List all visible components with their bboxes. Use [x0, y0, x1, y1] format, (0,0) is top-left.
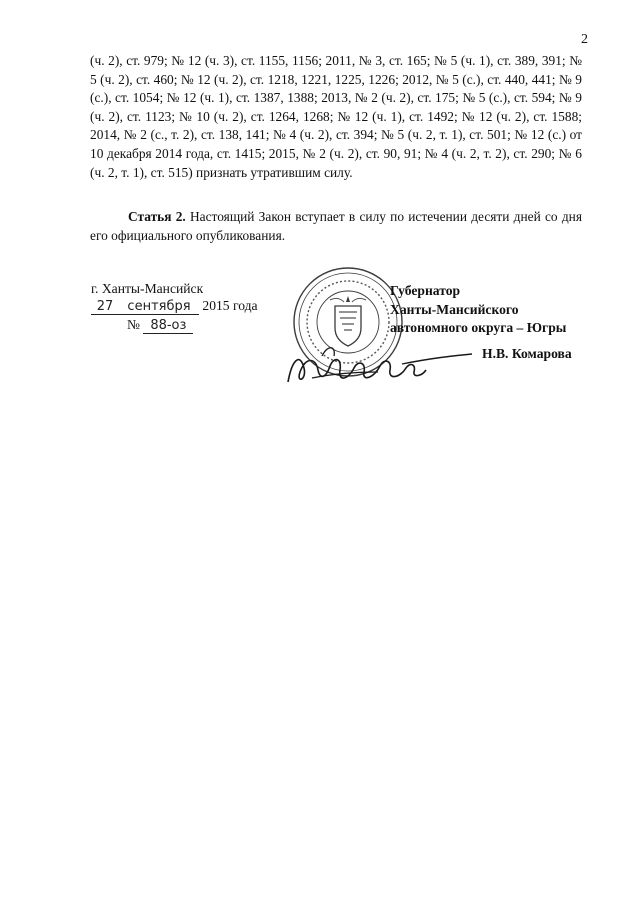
number-value: 88-оз: [143, 318, 193, 334]
signing-date: [91, 298, 258, 315]
governor-name: Н.В. Комарова: [482, 346, 572, 361]
governor-title-line-2: Ханты-Мансийского: [390, 301, 519, 317]
date-year: 2015 года: [202, 298, 258, 313]
date-day: 27: [91, 299, 119, 315]
page-number: 2: [581, 32, 588, 47]
date-month: сентября: [119, 299, 199, 315]
left-scan-edge: [0, 0, 6, 905]
law-number: [127, 317, 193, 334]
number-label: №: [127, 317, 140, 332]
signing-place: г. Ханты-Мансийск: [91, 281, 204, 296]
governor-signature-icon: [282, 338, 478, 392]
governor-title-line-1: Губернатор: [390, 283, 461, 298]
article-2-paragraph: [90, 208, 582, 245]
governor-title: [390, 282, 566, 338]
article-heading: Статья 2.: [128, 209, 186, 224]
body-paragraph: (ч. 2), ст. 979; № 12 (ч. 3), ст. 1155, 1156; 2011, № 3, ст. 165; № 5 (ч. 1), ст. 389, 391; № 5 (ч. 2), ст. 460; № 12 (ч. 2), ст. 1218, 1221, 1225, 1226; 2012, № 5 (с.), ст. 440, 441; № 9 (с.), ст. 1054; № 12 (ч. 1), ст. 1387, 1388; 2013, № 2 (ч. 2), ст. 175; № 5 (с.), ст. 594; № 9 (ч. 2), ст. 1123; № 10 (ч. 2), ст. 1264, 1268; № 12 (ч. 1), ст. 1492; № 12 (ч. 2), ст. 1588; 2014, № 2 (с., т. 2), ст. 138, 141; № 4 (ч. 2), ст. 394; № 5 (ч. 2, т. 1), ст. 501; № 12 (с.) от 10 декабря 2014 года, ст. 1415; 2015, № 2 (ч. 2), ст. 90, 91; № 4 (ч. 2, т. 2), ст. 290; № 6 (ч. 2, т. 1), ст. 515) признать утратившим силу.: [90, 53, 582, 180]
right-scan-edge: [634, 0, 640, 905]
governor-title-line-3: автономного округа – Югры: [390, 320, 567, 336]
article-text: Настоящий Закон вступает в силу по истечении десяти дней со дня его официального опубликования.: [90, 209, 582, 243]
